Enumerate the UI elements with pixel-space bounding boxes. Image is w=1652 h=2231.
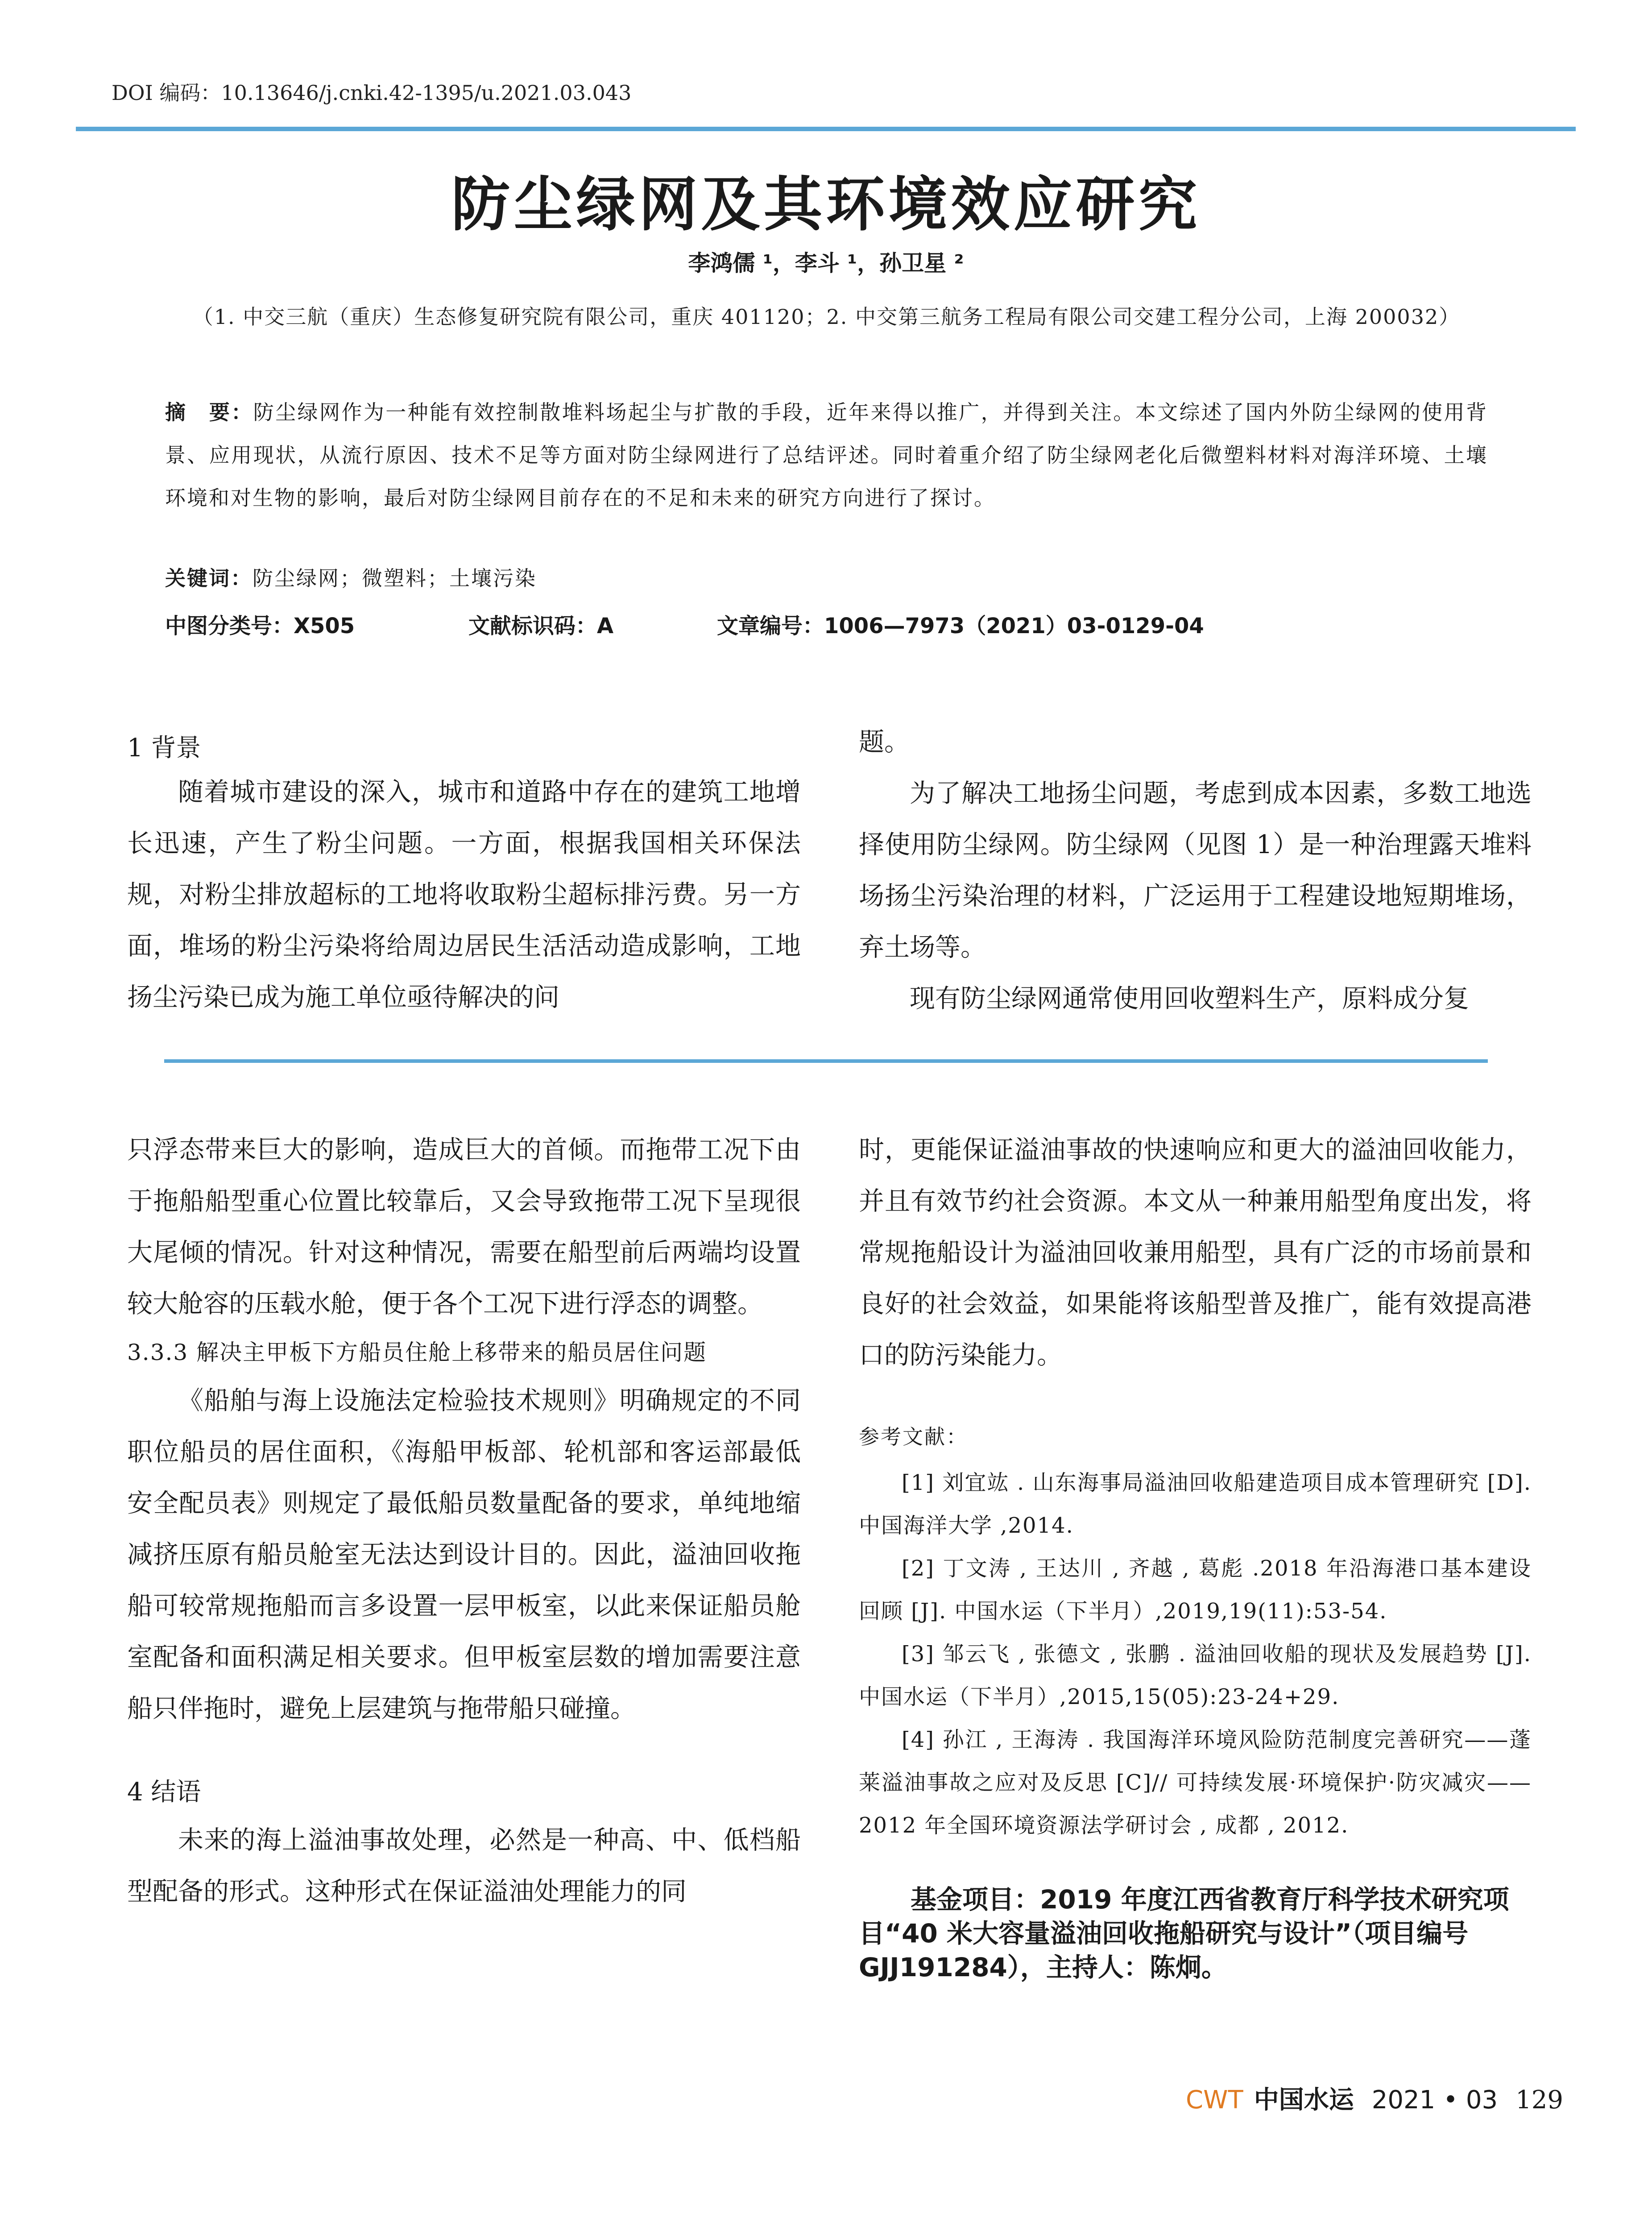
class-number: 中图分类号：X505 [165,614,355,639]
references-title: 参考文献： [859,1425,968,1449]
paragraph-block [127,1815,801,1917]
issue-number: 2021 • 03 [1371,2086,1498,2115]
brand-logo: CWT [1186,2086,1243,2115]
reference-item: [1] 刘宜竑 . 山东海事局溢油回收船建造项目成本管理研究 [D]. 中国海洋大学 ,2014. [859,1470,1532,1538]
doi-line: DOI 编码：10.13646/j.cnki.42-1395/u.2021.03.043 [112,81,632,105]
bottom-right-column [859,1124,1532,1984]
abstract-label: 摘 要： [165,400,253,424]
paragraph: 为了解决工地扬尘问题，考虑到成本因素，多数工地选择使用防尘绿网。防尘绿网（见图 1）是一种治理露天堆料场扬尘污染治理的材料，广泛运用于工程建设地短期堆场，弃土场等。 [859,779,1532,962]
authors: 李鸿儒 ¹，李斗 ¹，孙卫星 ² [688,250,964,276]
keywords-label: 关键词： [165,566,253,590]
keywords [165,562,537,592]
paragraph: 未来的海上溢油事故处理，必然是一种高、中、低档船型配备的形式。这种形式在保证溢油处理能力的同 [127,1825,801,1906]
article-title: 防尘绿网及其环境效应研究 [451,170,1201,239]
paragraph-block [127,1375,801,1734]
paragraph: 时，更能保证溢油事故的快速响应和更大的溢油回收能力，并且有效节约社会资源。本文从一种兼用船型角度出发，将常规拖船设计为溢油回收兼用船型，具有广泛的市场前景和良好的社会效益，如果能将该船型普及推广，能有效提高港口的防污染能力。 [859,1135,1532,1370]
section-divider [164,1059,1488,1063]
article-number: 文章编号：1006—7973（2021）03-0129-04 [717,614,1204,639]
reference-item: [4] 孙江 , 王海涛 . 我国海洋环境风险防范制度完善研究——蓬莱溢油事故之应对及反思 [C]// 可持续发展·环境保护·防灾减灾——2012 年全国环境资源法学研讨会 , 成都 , 2012. [859,1727,1532,1838]
paragraph: 只浮态带来巨大的影响，造成巨大的首倾。而拖带工况下由于拖船船型重心位置比较靠后，又会导致拖带工况下呈现很大尾倾的情况。针对这种情况，需要在船型前后两端均设置较大舱容的压载水舱，便于各个工况下进行浮态的调整。 [127,1135,801,1319]
bottom-left-column [127,1124,801,1917]
reference-item: [2] 丁文涛 , 王达川 , 齐越 , 葛彪 .2018 年沿海港口基本建设回顾 [J]. 中国水运（下半月）,2019,19(11):53-54. [859,1556,1532,1624]
paragraph: 题。 [859,727,910,757]
abstract-text: 防尘绿网作为一种能有效控制散堆料场起尘与扩散的手段，近年来得以推广，并得到关注。本文综述了国内外防尘绿网的使用背景、应用现状，从流行原因、技术不足等方面对防尘绿网进行了总结评述。同时着重介绍了防尘绿网老化后微塑料材料对海洋环境、土壤环境和对生物的影响，最后对防尘绿网目前存在的不足和未来的研究方向进行了探讨。 [165,400,1488,510]
page-number: 129 [1515,2086,1563,2115]
reference-item: [3] 邹云飞 , 张德文 , 张鹏 . 溢油回收船的现状及发展趋势 [J]. 中国水运（下半月）,2015,15(05):23-24+29. [859,1642,1532,1709]
doc-code: 文献标识码：A [468,614,614,639]
section-heading-conclusion: 4 结语 [127,1778,201,1807]
section-heading-background: 1 背景 [127,734,201,763]
top-right-column [859,717,1532,1024]
abstract [165,391,1488,519]
paragraph: 随着城市建设的深入，城市和道路中存在的建筑工地增长迅速，产生了粉尘问题。一方面，根据我国相关环保法规，对粉尘排放超标的工地将收取粉尘超标排污费。另一方面，堆场的粉尘污染将给周边居民生活活动造成影响，工地扬尘污染已成为施工单位亟待解决的问 [127,777,801,1012]
top-left-column [127,767,801,1023]
affiliations: （1. 中交三航（重庆）生态修复研究院有限公司，重庆 401120；2. 中交第三航务工程局有限公司交建工程分公司，上海 200032） [192,305,1461,329]
paragraph: 《船舶与海上设施法定检验技术规则》明确规定的不同职位船员的居住面积，《海船甲板部、轮机部和客运部最低安全配员表》则规定了最低船员数量配备的要求，单纯地缩减挤压原有船员舱室无法达到设计目的。因此，溢油回收拖船可较常规拖船而言多设置一层甲板室，以此来保证船员舱室配备和面积满足相关要求。但甲板室层数的增加需要注意船只伴拖时，避免上层建筑与拖带船只碰撞。 [127,1386,801,1723]
paragraph-block [127,1124,801,1330]
page-footer [1186,2080,1563,2116]
subheading: 3.3.3 解决主甲板下方船员住舱上移带来的船员居住问题 [127,1339,707,1365]
journal-name: 中国水运 [1254,2085,1354,2115]
paragraph: 现有防尘绿网通常使用回收塑料生产，原料成分复 [910,984,1469,1013]
paragraph-block [859,1124,1532,1381]
references-list [859,1461,1532,1847]
header-divider [76,127,1576,131]
funding-note: 基金项目：2019 年度江西省教育厅科学技术研究项目“40 米大容量溢油回收拖船研究与设计”（项目编号 GJJ191284），主持人：陈炯。 [859,1884,1509,1982]
keywords-text: 防尘绿网；微塑料；土壤污染 [253,566,537,590]
